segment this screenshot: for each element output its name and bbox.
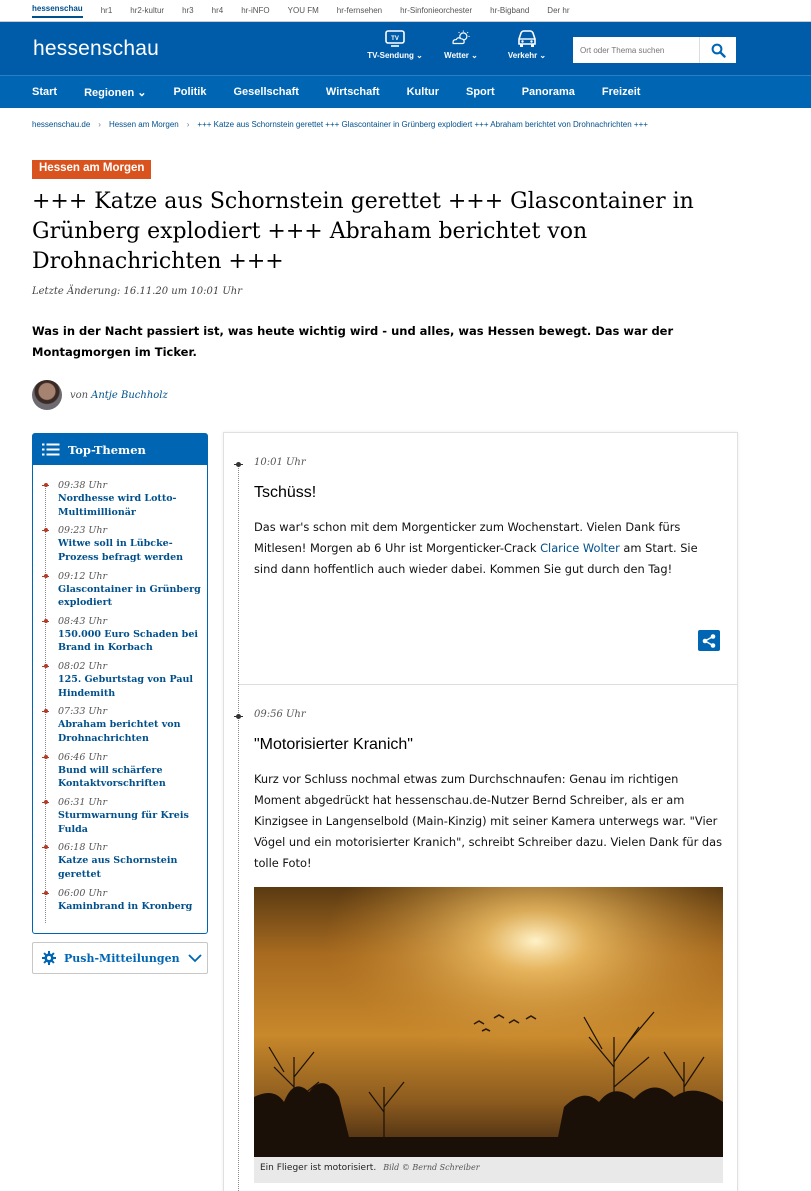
share-icon [702, 634, 716, 648]
nav-gesellschaft[interactable]: Gesellschaft [233, 86, 299, 98]
breadcrumb: hessenschau.de › Hessen am Morgen › +++ Katze aus Schornstein gerettet +++ Glascontainer in Grünberg explodiert +++ Abraham berichtet von Drohnachrichten +++ [32, 120, 648, 129]
author-avatar [32, 380, 62, 410]
list-item[interactable]: 07:33 Uhr Abraham berichtet von Drohnachrichten [33, 705, 207, 750]
nav-panorama[interactable]: Panorama [521, 86, 575, 98]
network-link-sinfonieorchester[interactable]: hr-Sinfonieorchester [400, 6, 473, 15]
list-item[interactable]: 06:46 Uhr Bund will schärfere Kontaktvorschriften [33, 751, 207, 796]
search-input[interactable] [573, 37, 699, 63]
search-form [573, 37, 736, 63]
breadcrumb-current[interactable]: +++ Katze aus Schornstein gerettet +++ Glascontainer in Grünberg explodiert +++ Abraham berichtet von Drohnachrichten +++ [197, 120, 648, 129]
breadcrumb-section[interactable]: Hessen am Morgen [108, 120, 179, 129]
push-label: Push-Mitteilungen [64, 951, 180, 965]
nav-wirtschaft[interactable]: Wirtschaft [325, 86, 380, 98]
network-bar [0, 0, 811, 22]
site-header [0, 22, 811, 75]
network-link-hr4[interactable]: hr4 [211, 6, 224, 15]
gear-icon [42, 951, 56, 965]
sunset-cranes-photo [254, 887, 723, 1157]
photo-caption: Ein Flieger ist motorisiert. Bild © Bernd Schreiber [254, 1157, 723, 1183]
category-tag[interactable]: Hessen am Morgen [32, 160, 151, 179]
top-topics-box [32, 433, 208, 934]
list-item[interactable]: 06:18 Uhr Katze aus Schornstein gerettet [33, 841, 207, 886]
breadcrumb-home[interactable]: hessenschau.de [32, 120, 91, 129]
main-nav [0, 75, 811, 108]
nav-politik[interactable]: Politik [173, 86, 207, 98]
network-link-hr-info[interactable]: hr-iNFO [241, 6, 270, 15]
article-lead: Was in der Nacht passiert ist, was heute wichtig wird - und alles, was Hessen bewegt. Das war der Montagmorgen im Ticker. [32, 324, 674, 359]
list-item[interactable]: 06:00 Uhr Kaminbrand in Kronberg [33, 887, 207, 932]
list-item[interactable]: 09:38 Uhr Nordhesse wird Lotto-Multimillionär [33, 479, 207, 524]
list-item[interactable]: 08:02 Uhr 125. Geburtstag von Paul Hindemith [33, 660, 207, 705]
network-link-bigband[interactable]: hr-Bigband [490, 6, 530, 15]
verkehr-button[interactable]: Verkehr ⌄ [494, 28, 560, 60]
ticker-timeline [238, 463, 239, 1191]
network-link-der-hr[interactable]: Der hr [547, 6, 570, 15]
ticker-time: 10:01 Uhr [254, 457, 306, 468]
header-tools [362, 28, 560, 60]
car-icon [516, 28, 538, 48]
author-link[interactable]: Antje Buchholz [91, 389, 168, 401]
chevron-down-icon [188, 954, 202, 963]
photo-credit: Bild © Bernd Schreiber [383, 1163, 480, 1172]
network-link-hr2[interactable]: hr2-kultur [130, 6, 165, 15]
search-button[interactable] [699, 37, 736, 63]
ticker-body: Kurz vor Schluss nochmal etwas zum Durchschnaufen: Genau im richtigen Moment abgedrückt hat hessenschau.de-Nutzer Bernd Schreiber, als er am Kinzigsee in Langenselbold (Main-Kinzig) mit seiner Kamera unterwegs war. "Vier Vögel und ein motorisierter Kranich", schreibt Schreiber dazu. Vielen Dank für das tolle Foto! [254, 772, 723, 870]
nav-kultur[interactable]: Kultur [406, 86, 439, 98]
ticker-headline: "Motorisierter Kranich" [254, 736, 413, 753]
list-item[interactable]: 09:12 Uhr Glascontainer in Grünberg explodiert [33, 570, 207, 615]
author-prefix: von [70, 389, 89, 401]
network-link-hr-fernsehen[interactable]: hr-fernsehen [336, 6, 383, 15]
nav-sport[interactable]: Sport [465, 86, 495, 98]
list-item[interactable]: 09:23 Uhr Witwe soll in Lübcke-Prozess befragt werden [33, 524, 207, 569]
weather-icon [450, 28, 472, 48]
search-icon [711, 43, 726, 58]
list-item[interactable]: 08:43 Uhr 150.000 Euro Schaden bei Brand in Korbach [33, 615, 207, 660]
author-line [32, 380, 168, 410]
ticker-time: 09:56 Uhr [254, 709, 306, 720]
nav-regionen[interactable]: Regionen ⌄ [84, 86, 147, 99]
share-button[interactable] [698, 630, 720, 651]
tv-icon [384, 28, 406, 48]
top-topics-list [33, 465, 207, 932]
nav-freizeit[interactable]: Freizeit [601, 86, 641, 98]
svg-text:TV: TV [391, 36, 399, 42]
push-notifications-toggle[interactable] [32, 942, 208, 974]
tv-sendung-button[interactable]: TV TV-Sendung ⌄ [362, 28, 428, 60]
page-title: +++ Katze aus Schornstein gerettet +++ Glascontainer in Grünberg explodiert +++ Abraham berichtet von Drohnachrichten +++ [32, 189, 694, 274]
author-link-clarice[interactable]: Clarice Wolter [540, 541, 620, 555]
live-ticker [223, 432, 738, 1191]
network-link-hessenschau[interactable]: hessenschau [32, 4, 83, 18]
site-logo[interactable]: hessenschau [33, 36, 159, 60]
list-item[interactable]: 06:31 Uhr Sturmwarnung für Kreis Fulda [33, 796, 207, 841]
nav-start[interactable]: Start [32, 86, 58, 98]
ticker-body: Das war's schon mit dem Morgenticker zum Wochenstart. Vielen Dank fürs Mitlesen! Morgen ab 6 Uhr ist Morgenticker-Crack Clarice Wolter am Start. Sie sind dann hoffentlich auch wieder dabei. Kommen Sie gut durch den Tag! [254, 520, 698, 576]
ticker-divider [239, 684, 737, 685]
list-icon [42, 443, 60, 456]
network-link-hr3[interactable]: hr3 [182, 6, 194, 15]
top-topics-header: Top-Themen [33, 434, 207, 465]
ticker-photo[interactable] [254, 887, 723, 1157]
network-link-hr1[interactable]: hr1 [100, 6, 113, 15]
last-updated: Letzte Änderung: 16.11.20 um 10:01 Uhr [32, 286, 243, 297]
network-link-youfm[interactable]: YOU FM [287, 6, 319, 15]
ticker-headline: Tschüss! [254, 484, 317, 501]
wetter-button[interactable]: Wetter ⌄ [428, 28, 494, 60]
